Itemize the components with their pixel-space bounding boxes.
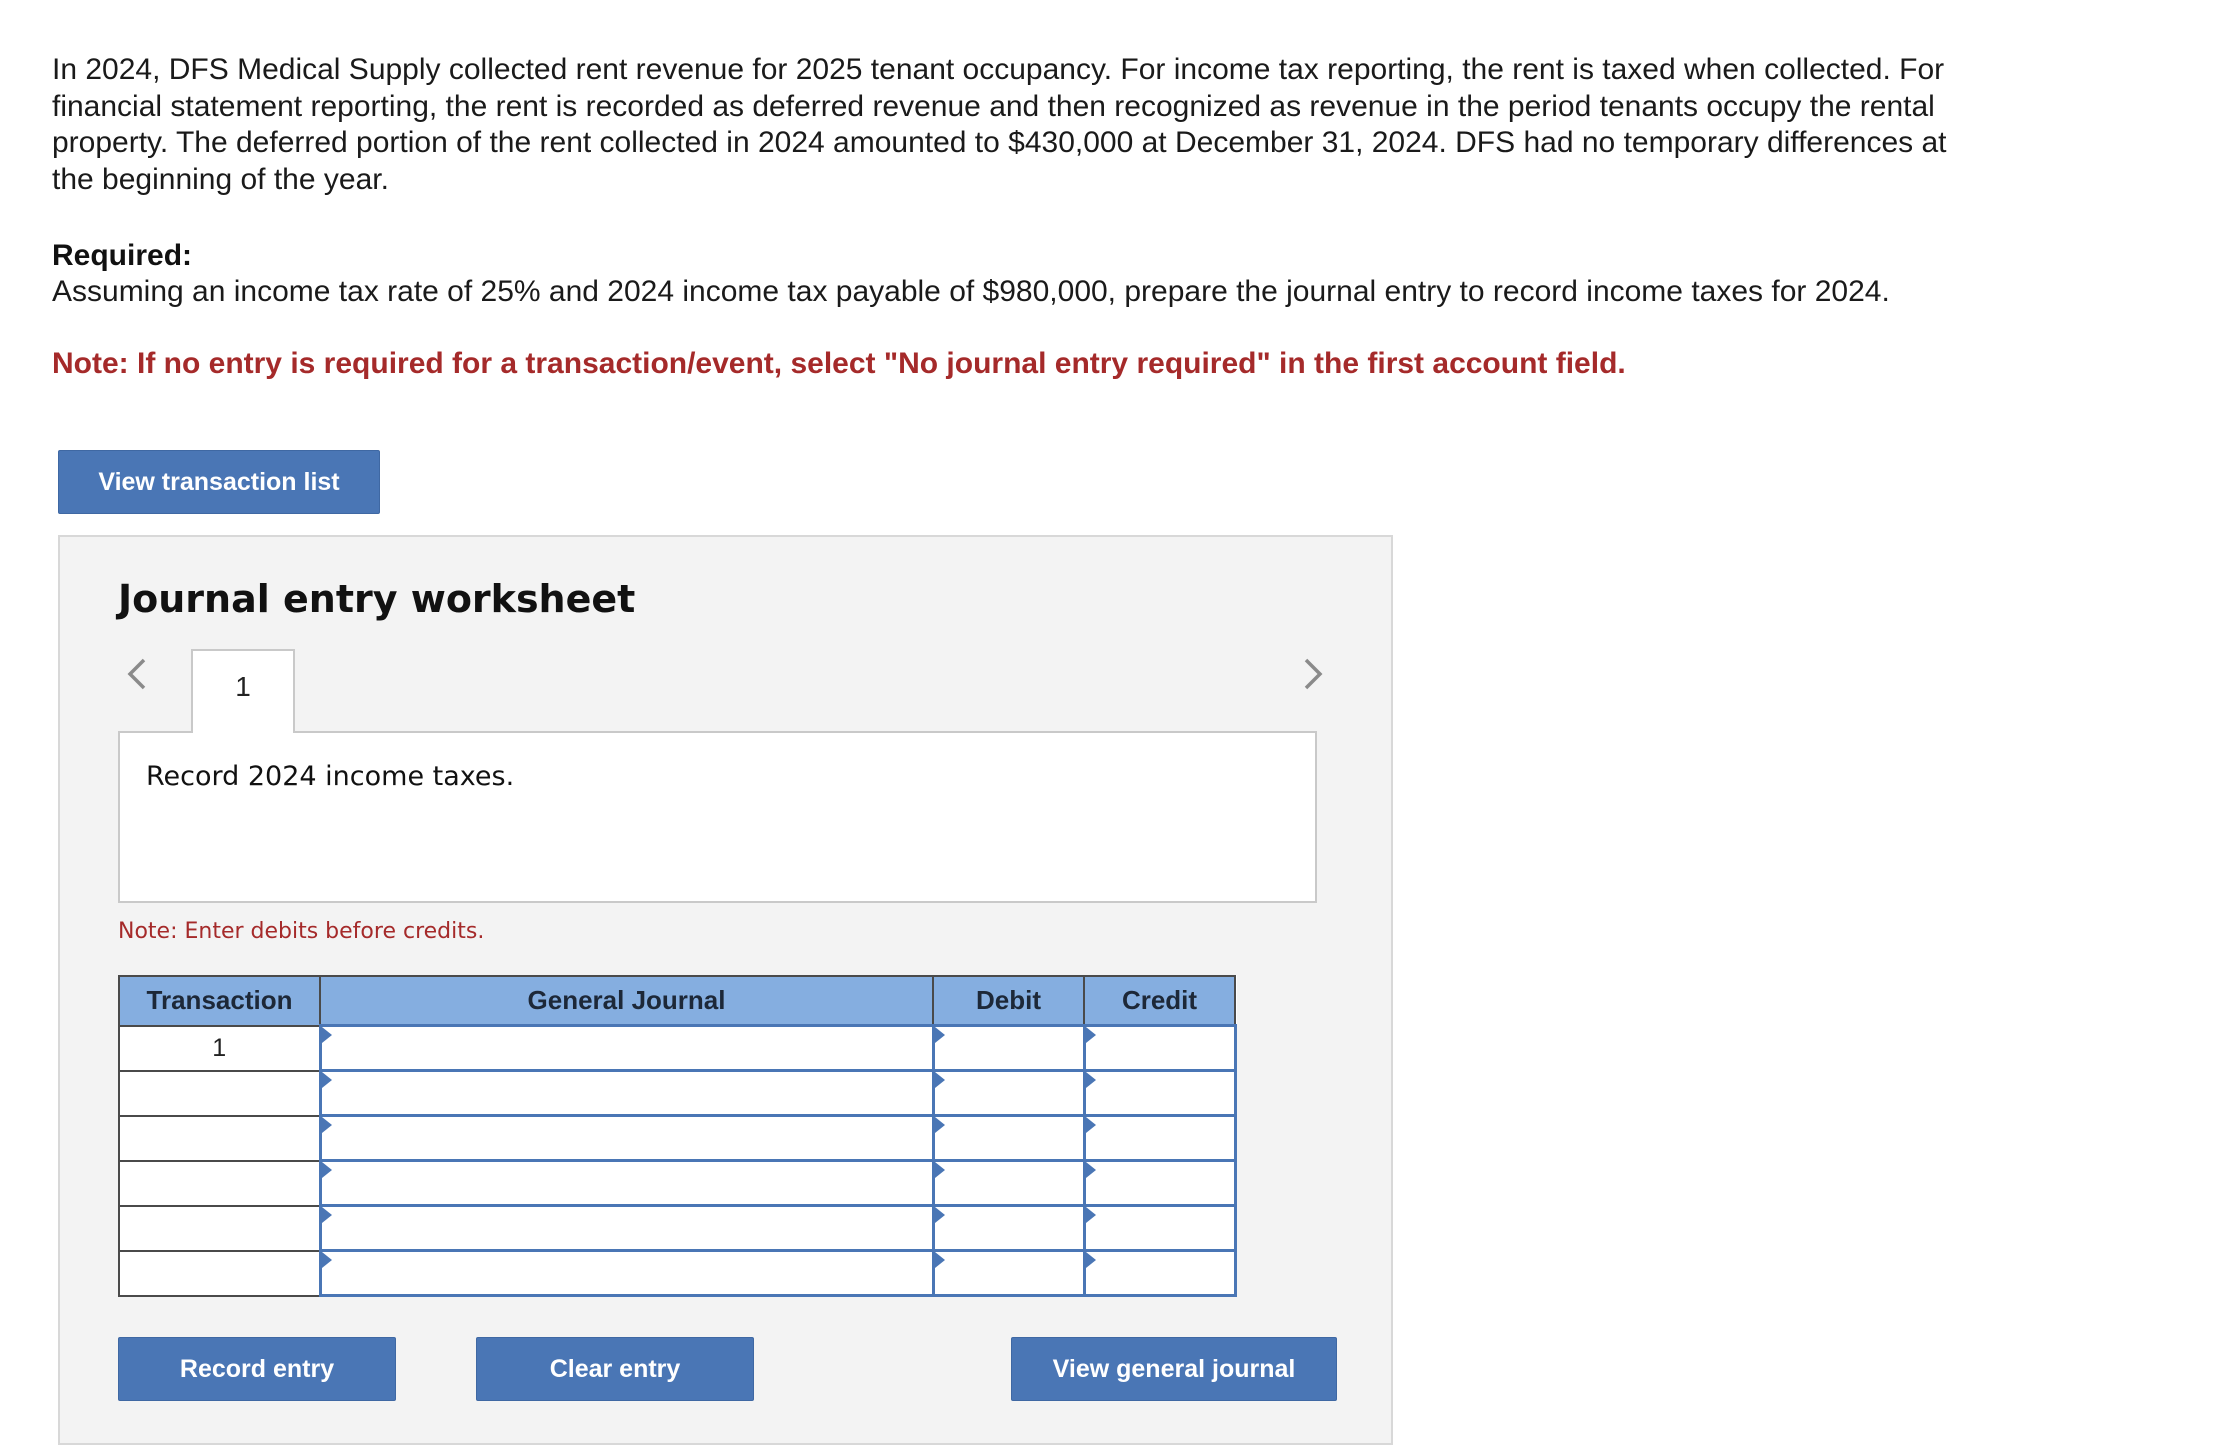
dropdown-triangle-icon (935, 1072, 945, 1088)
debit-field[interactable] (933, 1026, 1084, 1071)
dropdown-triangle-icon (322, 1207, 332, 1223)
dropdown-triangle-icon (322, 1252, 332, 1268)
journal-table (118, 975, 1237, 1297)
debit-field[interactable] (933, 1116, 1084, 1161)
dropdown-triangle-icon (322, 1117, 332, 1133)
dropdown-triangle-icon (1086, 1207, 1096, 1223)
view-general-journal-button[interactable]: View general journal (1011, 1337, 1337, 1401)
clear-entry-button[interactable]: Clear entry (476, 1337, 754, 1401)
dropdown-triangle-icon (1086, 1252, 1096, 1268)
view-transaction-list-button[interactable]: View transaction list (58, 450, 380, 514)
dropdown-triangle-icon (935, 1027, 945, 1043)
debit-field[interactable] (933, 1071, 1084, 1116)
transaction-cell (119, 1206, 320, 1251)
header-credit: Credit (1084, 976, 1235, 1026)
required-text: Assuming an income tax rate of 25% and 2024 income tax payable of $980,000, prepare the journal entry to record income taxes for 2024. (52, 275, 1890, 308)
dropdown-triangle-icon (935, 1117, 945, 1133)
debit-field[interactable] (933, 1251, 1084, 1296)
credit-field[interactable] (1084, 1071, 1235, 1116)
dropdown-triangle-icon (1086, 1162, 1096, 1178)
account-field[interactable] (320, 1251, 933, 1296)
transaction-cell (119, 1071, 320, 1116)
transaction-description: Record 2024 income taxes. (146, 761, 515, 792)
worksheet-title: Journal entry worksheet (118, 577, 636, 621)
dropdown-triangle-icon (935, 1207, 945, 1223)
debit-field[interactable] (933, 1206, 1084, 1251)
credit-field[interactable] (1084, 1026, 1235, 1071)
account-field[interactable] (320, 1026, 933, 1071)
credit-field[interactable] (1084, 1251, 1235, 1296)
transaction-cell (119, 1161, 320, 1206)
header-debit: Debit (933, 976, 1084, 1026)
problem-statement (52, 52, 1952, 198)
chevron-left-icon[interactable] (124, 656, 150, 692)
dropdown-triangle-icon (1086, 1072, 1096, 1088)
transaction-cell: 1 (119, 1026, 320, 1071)
table-row (119, 1071, 1235, 1116)
problem-paragraph: In 2024, DFS Medical Supply collected rent revenue for 2025 tenant occupancy. For income tax reporting, the rent is taxed when collected. For financial statement reporting, the rent is recorded as deferred revenue and then recognized as revenue in the period tenants occupy the rental property. The deferred portion of the rent collected in 2024 amounted to $430,000 at December 31, 2024. DFS had no temporary differences at the beginning of the year. (52, 53, 1947, 196)
journal-entry-worksheet (58, 535, 1393, 1445)
table-row (119, 1116, 1235, 1161)
credit-field[interactable] (1084, 1206, 1235, 1251)
dropdown-triangle-icon (1086, 1117, 1096, 1133)
account-field[interactable] (320, 1116, 933, 1161)
dropdown-triangle-icon (935, 1162, 945, 1178)
transaction-cell (119, 1251, 320, 1296)
tab-transaction-1[interactable]: 1 (191, 649, 295, 733)
table-row (119, 1161, 1235, 1206)
journal-header-row (119, 976, 1235, 1026)
credit-field[interactable] (1084, 1116, 1235, 1161)
header-transaction: Transaction (119, 976, 320, 1026)
record-entry-button[interactable]: Record entry (118, 1337, 396, 1401)
dropdown-triangle-icon (1086, 1027, 1096, 1043)
table-row (119, 1026, 1235, 1071)
chevron-right-icon[interactable] (1300, 656, 1326, 692)
required-heading: Required: (52, 239, 193, 272)
transaction-description-box (118, 731, 1317, 903)
transaction-cell (119, 1116, 320, 1161)
header-general-journal: General Journal (320, 976, 933, 1026)
table-row (119, 1251, 1235, 1296)
account-field[interactable] (320, 1206, 933, 1251)
dropdown-triangle-icon (322, 1162, 332, 1178)
debit-credit-note: Note: Enter debits before credits. (118, 919, 485, 944)
account-field[interactable] (320, 1161, 933, 1206)
dropdown-triangle-icon (322, 1072, 332, 1088)
account-field[interactable] (320, 1071, 933, 1116)
debit-field[interactable] (933, 1161, 1084, 1206)
table-row (119, 1206, 1235, 1251)
dropdown-triangle-icon (322, 1027, 332, 1043)
dropdown-triangle-icon (935, 1252, 945, 1268)
credit-field[interactable] (1084, 1161, 1235, 1206)
no-entry-note: Note: If no entry is required for a transaction/event, select "No journal entry required" in the first account field. (52, 347, 1626, 380)
